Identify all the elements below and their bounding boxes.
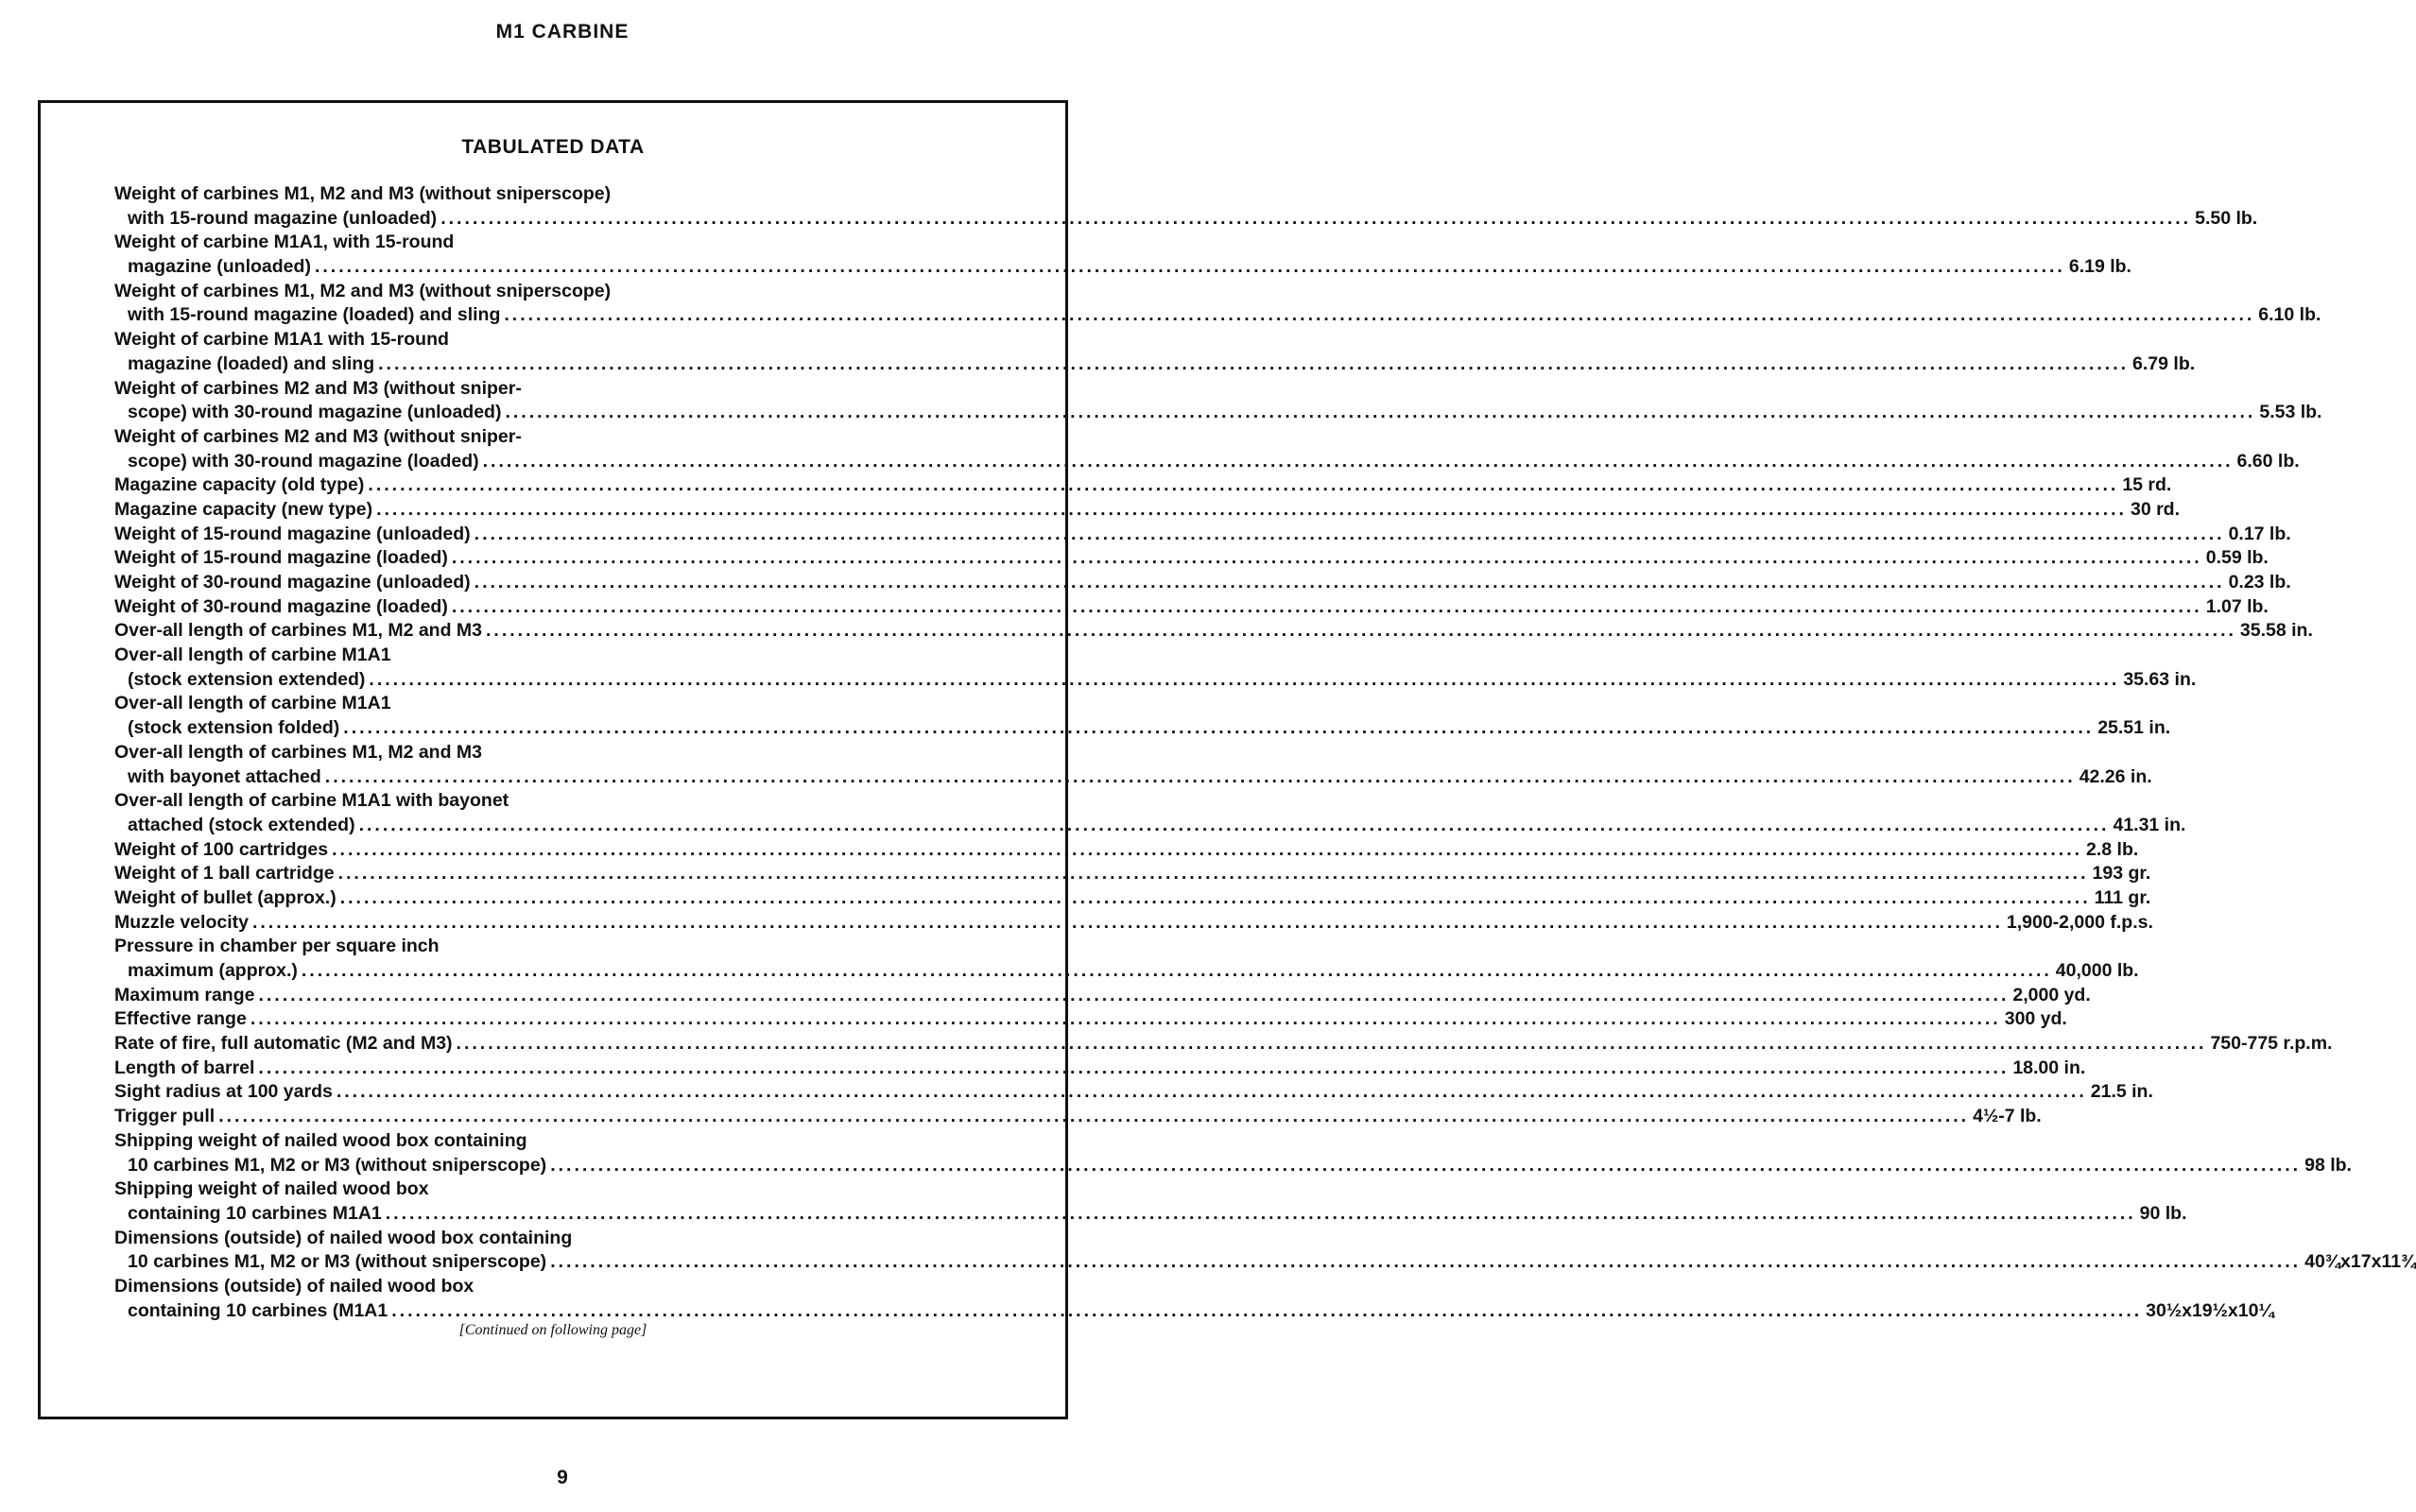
row-label: Weight of 30-round magazine (loaded) xyxy=(114,595,448,617)
row-value: 0.23 lb. xyxy=(2228,572,2291,593)
data-row xyxy=(114,814,2186,838)
dot-leader: ............................................................................................................................................................................................................................ xyxy=(451,547,2202,569)
data-row-label-line xyxy=(114,1275,1014,1299)
dot-leader: ............................................................................................................................................................................................................................ xyxy=(504,304,2255,326)
data-row xyxy=(114,571,2291,595)
row-label: Weight of carbines M1, M2 and M3 (without sniperscope) xyxy=(114,183,612,204)
row-value: 40¾x17x11¾ xyxy=(2304,1251,2416,1273)
dot-leader: ............................................................................................................................................................................................................................ xyxy=(339,886,2091,908)
dot-leader: ............................................................................................................................................................................................................................ xyxy=(482,450,2234,472)
dot-leader: ............................................................................................................................................................................................................................ xyxy=(218,1106,1970,1127)
row-value: 42.26 in. xyxy=(2079,765,2152,787)
row-value: 2.8 lb. xyxy=(2086,838,2139,860)
row-value: 2,000 yd. xyxy=(2012,984,2091,1005)
data-row-label-line xyxy=(114,280,1014,304)
row-value: 30½x19½x10¼ xyxy=(2146,1299,2274,1321)
row-value: 98 lb. xyxy=(2304,1154,2352,1176)
row-label: magazine (unloaded) xyxy=(128,256,311,278)
dot-leader: ............................................................................................................................................................................................................................ xyxy=(505,402,2256,423)
row-value: 750-775 r.p.m. xyxy=(2210,1033,2333,1055)
dot-leader: ............................................................................................................................................................................................................................ xyxy=(451,595,2202,617)
row-label: with bayonet attached xyxy=(128,765,321,787)
dot-leader: ............................................................................................................................................................................................................................ xyxy=(456,1033,2207,1055)
row-label: Over-all length of carbine M1A1 xyxy=(114,693,391,714)
data-row-label-line xyxy=(114,231,1014,255)
row-label: 10 carbines M1, M2 or M3 (without sniperscope) xyxy=(128,1154,547,1176)
row-label: Over-all length of carbine M1A1 xyxy=(114,644,391,666)
row-label: Rate of fire, full automatic (M2 and M3) xyxy=(114,1033,453,1055)
tabulated-data-box xyxy=(38,100,2416,1419)
row-label: containing 10 carbines (M1A1 xyxy=(128,1299,388,1321)
data-row xyxy=(114,595,2269,620)
page-header: M1 CARBINE xyxy=(495,21,630,43)
row-label: Dimensions (outside) of nailed wood box xyxy=(114,1275,475,1297)
row-label: Sight radius at 100 yards xyxy=(114,1081,333,1103)
data-row xyxy=(114,765,2152,790)
data-row xyxy=(114,959,2139,984)
dot-leader: ............................................................................................................................................................................................................................ xyxy=(369,668,2120,690)
data-row-label-line xyxy=(114,1227,1014,1251)
row-value: 25.51 in. xyxy=(2097,717,2171,739)
row-label: magazine (loaded) and sling xyxy=(128,352,375,374)
data-row-label-line xyxy=(114,1129,1014,1154)
dot-leader: ............................................................................................................................................................................................................................ xyxy=(258,984,2010,1005)
row-label: scope) with 30-round magazine (loaded) xyxy=(128,450,479,472)
continued-note: [Continued on following page] xyxy=(458,1322,647,1338)
row-value: 5.53 lb. xyxy=(2259,402,2322,423)
row-label: Effective range xyxy=(114,1008,247,1030)
row-label: (stock extension folded) xyxy=(128,717,340,739)
data-row xyxy=(114,255,2131,280)
row-value: 15 rd. xyxy=(2122,474,2172,496)
data-row xyxy=(114,1154,2352,1178)
row-value: 18.00 in. xyxy=(2012,1057,2086,1078)
data-row xyxy=(114,473,2172,498)
row-label: Weight of bullet (approx.) xyxy=(114,886,337,908)
data-row-label-line xyxy=(114,1177,1014,1202)
row-value: 1.07 lb. xyxy=(2205,595,2269,617)
row-label: with 15-round magazine (unloaded) xyxy=(128,207,438,229)
row-label: Weight of carbines M1, M2 and M3 (without sniperscope) xyxy=(114,280,612,301)
data-row xyxy=(114,1007,2067,1032)
row-value: 6.19 lb. xyxy=(2068,256,2131,278)
row-label: with 15-round magazine (loaded) and sling xyxy=(128,304,501,326)
data-row xyxy=(114,862,2151,886)
row-label: Over-all length of carbine M1A1 with bayonet xyxy=(114,790,509,812)
data-row-label-line xyxy=(114,935,1014,959)
row-label: Weight of carbine M1A1, with 15-round xyxy=(114,232,455,253)
dot-leader: ............................................................................................................................................................................................................................ xyxy=(474,523,2225,544)
data-row xyxy=(114,911,2153,936)
row-label: Weight of 15-round magazine (unloaded) xyxy=(114,523,471,544)
row-label: Weight of 1 ball cartridge xyxy=(114,863,335,885)
data-row-label-line xyxy=(114,644,1014,668)
row-value: 40,000 lb. xyxy=(2055,960,2139,981)
row-label: (stock extension extended) xyxy=(128,668,366,690)
dot-leader: ............................................................................................................................................................................................................................ xyxy=(385,1202,2136,1224)
data-row-label-line xyxy=(114,692,1014,716)
page-number: 9 xyxy=(557,1467,568,1488)
dot-leader: ............................................................................................................................................................................................................................ xyxy=(358,814,2110,835)
dot-leader: ............................................................................................................................................................................................................................ xyxy=(486,620,2236,642)
dot-leader: ............................................................................................................................................................................................................................ xyxy=(474,572,2225,593)
row-value: 90 lb. xyxy=(2139,1202,2187,1224)
row-value: 35.63 in. xyxy=(2123,668,2197,690)
row-label: Shipping weight of nailed wood box containing xyxy=(114,1129,527,1151)
data-row-label-line xyxy=(114,377,1014,402)
dot-leader: ............................................................................................................................................................................................................................ xyxy=(343,717,2095,739)
row-label: Trigger pull xyxy=(114,1106,216,1127)
row-label: scope) with 30-round magazine (unloaded) xyxy=(128,402,502,423)
row-value: 21.5 in. xyxy=(2090,1081,2153,1103)
data-row-label-line xyxy=(114,425,1014,450)
row-label: Weight of 30-round magazine (unloaded) xyxy=(114,572,471,593)
row-label: Maximum range xyxy=(114,984,255,1005)
dot-leader: ............................................................................................................................................................................................................................ xyxy=(550,1251,2302,1273)
data-row xyxy=(114,207,2258,232)
row-label: attached (stock extended) xyxy=(128,814,355,835)
dot-leader: ............................................................................................................................................................................................................................ xyxy=(440,207,2192,229)
dot-leader: ............................................................................................................................................................................................................................ xyxy=(376,498,2127,520)
row-label: containing 10 carbines M1A1 xyxy=(128,1202,382,1224)
row-value: 1,900-2,000 f.p.s. xyxy=(2006,911,2153,933)
row-value: 6.10 lb. xyxy=(2258,304,2321,326)
data-row xyxy=(114,1299,2274,1324)
row-value: 6.60 lb. xyxy=(2236,450,2300,472)
row-value: 0.59 lb. xyxy=(2205,547,2269,569)
row-label: Over-all length of carbines M1, M2 and M3 xyxy=(114,741,483,763)
data-row xyxy=(114,1032,2333,1057)
row-value: 41.31 in. xyxy=(2113,814,2186,835)
dot-leader: ............................................................................................................................................................................................................................ xyxy=(258,1057,2010,1078)
row-value: 30 rd. xyxy=(2130,498,2181,520)
data-row xyxy=(114,450,2300,474)
data-row xyxy=(114,546,2269,571)
row-label: Shipping weight of nailed wood box xyxy=(114,1178,429,1200)
data-row xyxy=(114,1080,2153,1105)
dot-leader: ............................................................................................................................................................................................................................ xyxy=(301,960,2052,981)
data-row xyxy=(114,352,2196,377)
data-row xyxy=(114,498,2181,523)
row-value: 0.17 lb. xyxy=(2228,523,2291,544)
row-value: 5.50 lb. xyxy=(2195,207,2258,229)
row-label: maximum (approx.) xyxy=(128,960,298,981)
data-row xyxy=(114,886,2151,911)
row-label: Pressure in chamber per square inch xyxy=(114,936,440,957)
data-row xyxy=(114,523,2291,547)
data-row xyxy=(114,1057,2086,1081)
row-label: Length of barrel xyxy=(114,1057,255,1078)
row-label: Magazine capacity (new type) xyxy=(114,498,373,520)
row-label: Weight of 15-round magazine (loaded) xyxy=(114,547,448,569)
dot-leader: ............................................................................................................................................................................................................................ xyxy=(332,838,2083,860)
data-row xyxy=(114,838,2139,863)
row-label: Weight of 100 cartridges xyxy=(114,838,329,860)
dot-leader: ............................................................................................................................................................................................................................ xyxy=(368,474,2119,496)
data-row xyxy=(114,716,2171,741)
data-row-label-line xyxy=(114,182,1014,207)
row-label: Magazine capacity (old type) xyxy=(114,474,365,496)
data-row xyxy=(114,303,2321,328)
dot-leader: ............................................................................................................................................................................................................................ xyxy=(337,863,2089,885)
row-value: 300 yd. xyxy=(2004,1008,2067,1030)
data-row-label-line xyxy=(114,789,1014,814)
row-label: Weight of carbines M2 and M3 (without sniper- xyxy=(114,425,522,447)
row-label: 10 carbines M1, M2 or M3 (without sniperscope) xyxy=(128,1251,547,1273)
row-value: 4½-7 lb. xyxy=(1973,1106,2042,1127)
dot-leader: ............................................................................................................................................................................................................................ xyxy=(378,352,2130,374)
row-label: Over-all length of carbines M1, M2 and M3 xyxy=(114,620,483,642)
row-value: 6.79 lb. xyxy=(2132,352,2196,374)
row-label: Weight of carbine M1A1 with 15-round xyxy=(114,329,449,351)
data-row xyxy=(114,1250,2416,1275)
dot-leader: ............................................................................................................................................................................................................................ xyxy=(336,1081,2087,1103)
data-row-label-line xyxy=(114,328,1014,352)
dot-leader: ............................................................................................................................................................................................................................ xyxy=(250,1008,2001,1030)
data-row xyxy=(114,668,2197,693)
data-row xyxy=(114,401,2322,425)
data-row-label-line xyxy=(114,741,1014,765)
row-value: 193 gr. xyxy=(2092,863,2151,885)
data-row xyxy=(114,1202,2187,1227)
dot-leader: ............................................................................................................................................................................................................................ xyxy=(550,1154,2302,1176)
row-label: Muzzle velocity xyxy=(114,911,249,933)
data-row xyxy=(114,984,2091,1008)
row-value: 35.58 in. xyxy=(2239,620,2313,642)
row-label: Dimensions (outside) of nailed wood box containing xyxy=(114,1227,573,1248)
row-value: 111 gr. xyxy=(2094,886,2151,908)
table-title: TABULATED DATA xyxy=(461,136,645,158)
data-row xyxy=(114,1105,2042,1129)
dot-leader: ............................................................................................................................................................................................................................ xyxy=(314,256,2065,278)
dot-leader: ............................................................................................................................................................................................................................ xyxy=(391,1299,2143,1321)
data-rows xyxy=(114,182,2416,1323)
row-label: Weight of carbines M2 and M3 (without sniper- xyxy=(114,377,522,399)
data-row xyxy=(114,619,2313,644)
dot-leader: ............................................................................................................................................................................................................................ xyxy=(251,911,2003,933)
dot-leader: ............................................................................................................................................................................................................................ xyxy=(324,765,2076,787)
